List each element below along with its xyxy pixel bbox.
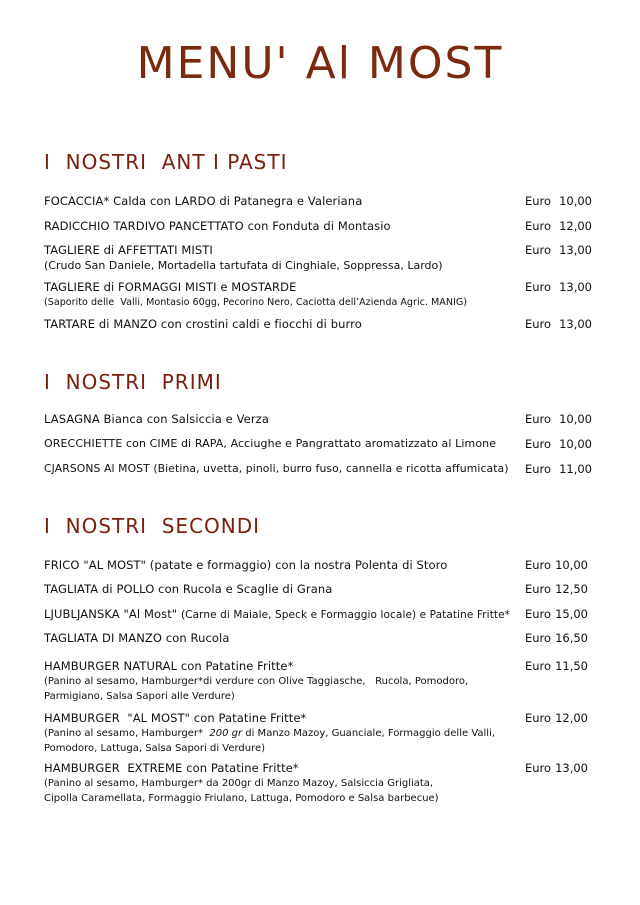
item-price: Euro 12,00 — [524, 711, 588, 725]
item-price: Euro 11,00 — [524, 462, 592, 476]
menu-item — [44, 411, 592, 427]
item-name: RADICCHIO TARDIVO PANCETTATO con Fonduta di Montasio — [44, 219, 391, 233]
menu-item — [44, 557, 592, 573]
item-name: HAMBURGER EXTREME con Patatine Fritte* — [44, 761, 299, 775]
item-price: Euro 12,50 — [524, 582, 588, 596]
item-name: CJARSONS Al MOST (Bietina, uvetta, pinoli, burro fuso, cannella e ricotta affumicata) — [44, 462, 509, 475]
item-price: Euro 13,00 — [524, 317, 592, 331]
menu-item — [44, 581, 592, 597]
menu-item — [44, 193, 592, 209]
item-price: Euro 13,00 — [524, 761, 588, 775]
item-price: Euro 10,00 — [524, 437, 592, 451]
menu-item — [44, 658, 592, 704]
item-description: Pomodoro, Lattuga, Salsa Sapori di Verdure) — [44, 743, 266, 754]
item-name: LASAGNA Bianca con Salsiccia e Verza — [44, 412, 269, 426]
item-name: TAGLIERE di FORMAGGI MISTI e MOSTARDE — [44, 280, 297, 294]
item-name: HAMBURGER "AL MOST" con Patatine Fritte* — [44, 711, 307, 725]
item-price: Euro 13,00 — [524, 243, 592, 257]
item-description: Cipolla Caramellata, Formaggio Friulano, Lattuga, Pomodoro e Salsa barbecue) — [44, 793, 439, 804]
menu-item — [44, 436, 592, 452]
item-description: (Saporito delle Valli, Montasio 60gg, Pecorino Nero, Caciotta dell’Azienda Agric. MANIG) — [44, 297, 468, 308]
menu-item — [44, 461, 592, 477]
item-description: (Panino al sesamo, Hamburger* da 200gr di Manzo Mazoy, Salsiccia Grigliata, — [44, 778, 434, 789]
item-name: FOCACCIA* Calda con LARDO di Patanegra e Valeriana — [44, 194, 363, 208]
menu-item — [44, 606, 592, 623]
item-price: Euro 10,00 — [524, 194, 592, 208]
menu-title: MENU' Al MOST — [136, 38, 504, 89]
item-description: (Crudo San Daniele, Mortadella tartufata di Cinghiale, Soppressa, Lardo) — [44, 259, 443, 272]
item-price: Euro 10,00 — [524, 558, 588, 572]
menu-item — [44, 710, 592, 756]
item-name: TAGLIATA DI MANZO con Rucola — [44, 631, 230, 645]
item-price: Euro 15,00 — [524, 607, 588, 621]
item-price: Euro 10,00 — [524, 412, 592, 426]
menu-item — [44, 760, 592, 806]
menu-item — [44, 242, 592, 273]
item-name: HAMBURGER NATURAL con Patatine Fritte* — [44, 659, 294, 673]
item-name: TARTARE di MANZO con crostini caldi e fiocchi di burro — [44, 317, 362, 331]
item-price: Euro 11,50 — [524, 659, 588, 673]
item-price: Euro 12,00 — [524, 219, 592, 233]
item-name: ORECCHIETTE con CIME di RAPA, Acciughe e Pangrattato aromatizzato al Limone — [44, 437, 497, 450]
section-title-primi: I NOSTRI PRIMI — [44, 370, 222, 394]
item-name: LJUBLJANSKA "Al Most" (Carne di Maiale, Speck e Formaggio locale) e Patatine Fritte* — [44, 607, 511, 621]
menu-item — [44, 316, 592, 332]
item-name: TAGLIERE di AFFETTATI MISTI — [44, 243, 213, 257]
item-price: Euro 13,00 — [524, 280, 592, 294]
item-description: (Panino al sesamo, Hamburger*di verdure con Olive Taggiasche, Rucola, Pomodoro, — [44, 676, 469, 687]
item-name: FRICO "AL MOST" (patate e formaggio) con la nostra Polenta di Storo — [44, 558, 448, 572]
menu-item — [44, 279, 592, 310]
item-description: Parmigiano, Salsa Sapori alle Verdure) — [44, 691, 235, 702]
section-title-secondi: I NOSTRI SECONDI — [44, 514, 261, 538]
item-price: Euro 16,50 — [524, 631, 588, 645]
menu-item — [44, 630, 592, 646]
menu-item — [44, 218, 592, 234]
item-name: TAGLIATA di POLLO con Rucola e Scaglie di Grana — [44, 582, 333, 596]
section-title-antipasti: I NOSTRI ANT I PASTI — [44, 150, 288, 174]
item-description: (Panino al sesamo, Hamburger* 200 gr di Manzo Mazoy, Guanciale, Formaggio delle Valli, — [44, 728, 496, 739]
